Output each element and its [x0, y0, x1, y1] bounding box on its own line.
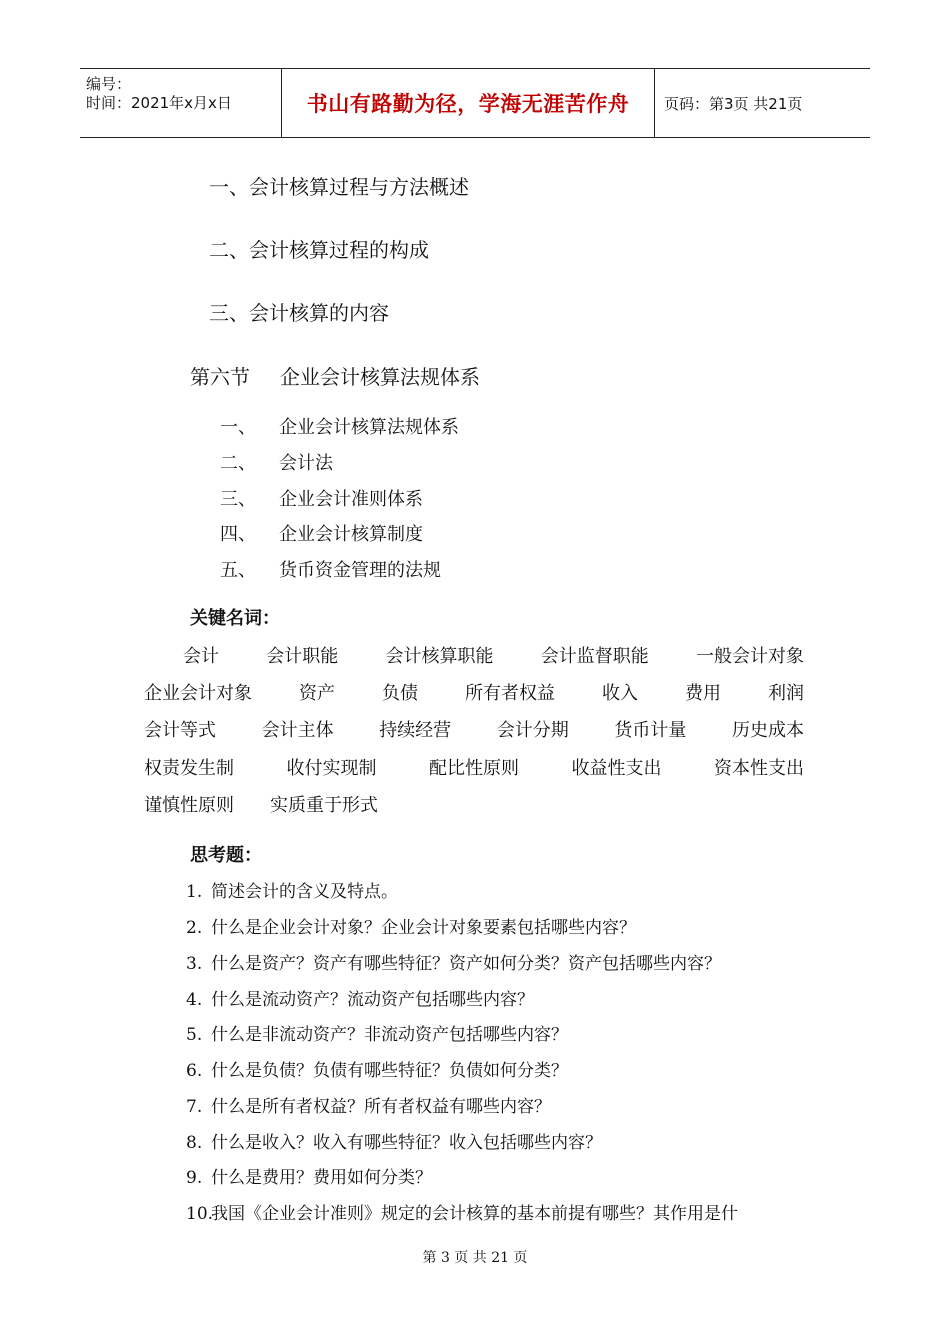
section-heading: 一、会计核算过程与方法概述	[209, 175, 469, 199]
subitem-number: 四、	[220, 524, 256, 545]
keywords-row	[144, 791, 804, 817]
question-text: 什么是资产？资产有哪些特征？资产如何分类？资产包括哪些内容？	[211, 954, 721, 974]
page-footer: 第 3 页 共 21 页	[422, 1250, 528, 1266]
subitem-number: 一、	[220, 417, 256, 438]
time-label: 时间：2021年x月x日	[86, 94, 232, 112]
keyword: 会计核算职能	[385, 646, 494, 667]
question-number: 7.	[186, 1097, 203, 1117]
section-heading: 三、会计核算的内容	[209, 301, 389, 325]
subitem-text: 企业会计核算制度	[279, 524, 423, 545]
keyword: 会计等式	[144, 720, 216, 741]
question-text: 什么是负债？负债有哪些特征？负债如何分类？	[211, 1061, 568, 1081]
question-item	[186, 1128, 602, 1153]
keyword: 会计主体	[261, 720, 334, 741]
keyword: 收付实现制	[286, 758, 377, 779]
keyword: 资本性支出	[714, 758, 804, 779]
chapter-number: 第六节	[190, 365, 250, 389]
question-text: 什么是所有者权益？所有者权益有哪些内容？	[211, 1097, 551, 1117]
question-item	[186, 985, 534, 1010]
keyword: 利润	[768, 683, 804, 704]
code-label: 编号：	[86, 75, 132, 93]
keyword: 负债	[382, 683, 418, 704]
question-item	[186, 949, 721, 974]
keyword: 会计	[183, 646, 219, 667]
header-motto	[281, 69, 655, 137]
question-number: 3.	[186, 954, 203, 974]
page-header	[80, 68, 870, 138]
subitem-text: 企业会计准则体系	[279, 489, 423, 510]
question-text: 什么是非流动资产？非流动资产包括哪些内容？	[211, 1025, 568, 1045]
keyword: 一般会计对象	[696, 646, 804, 667]
keyword: 会计分期	[496, 720, 569, 741]
keyword: 持续经营	[379, 720, 452, 741]
question-text: 我国《企业会计准则》规定的会计核算的基本前提有哪些？其作用是什	[211, 1204, 738, 1224]
keyword: 货币计量	[614, 720, 687, 741]
keyword: 会计监督职能	[540, 646, 649, 667]
header-meta	[80, 69, 281, 137]
subitem-number: 三、	[220, 489, 256, 510]
keywords-row	[144, 679, 804, 705]
keyword: 收益性支出	[571, 758, 662, 779]
page-info-text: 页码：第3页 共21页	[664, 94, 803, 113]
question-text: 简述会计的含义及特点。	[211, 882, 398, 902]
keyword: 历史成本	[731, 720, 804, 741]
keyword: 会计职能	[266, 646, 339, 667]
keyword: 权责发生制	[144, 758, 234, 779]
question-number: 9.	[186, 1168, 203, 1188]
question-number: 5.	[186, 1025, 203, 1045]
question-item	[186, 1056, 568, 1081]
keywords-row	[144, 716, 804, 742]
keyword: 实质重于形式	[270, 795, 378, 816]
question-number: 4.	[186, 990, 203, 1010]
questions-title: 思考题：	[190, 845, 262, 866]
question-item	[186, 1163, 432, 1188]
chapter-title: 企业会计核算法规体系	[280, 365, 480, 389]
question-item	[186, 1092, 551, 1117]
keywords-row	[144, 754, 804, 780]
question-text: 什么是费用？费用如何分类？	[211, 1168, 432, 1188]
question-number: 10.	[186, 1204, 214, 1224]
header-page-info	[654, 69, 870, 137]
question-item	[186, 1199, 738, 1224]
keyword: 谨慎性原则	[144, 795, 234, 816]
section-heading: 二、会计核算过程的构成	[209, 238, 429, 262]
question-number: 1.	[186, 882, 203, 902]
subitem-text: 企业会计核算法规体系	[279, 417, 459, 438]
keywords-title: 关键名词：	[190, 608, 280, 629]
question-text: 什么是流动资产？流动资产包括哪些内容？	[211, 990, 534, 1010]
subitem-text: 货币资金管理的法规	[279, 560, 441, 581]
keyword: 费用	[685, 683, 721, 704]
question-item	[186, 1020, 568, 1045]
motto-text: 书山有路勤为径，学海无涯苦作舟	[306, 92, 630, 116]
keyword: 所有者权益	[465, 683, 555, 704]
keywords-row	[183, 642, 804, 668]
keyword: 企业会计对象	[144, 683, 252, 704]
question-text: 什么是收入？收入有哪些特征？收入包括哪些内容？	[211, 1133, 602, 1153]
question-item	[186, 877, 398, 902]
keyword: 收入	[602, 683, 638, 704]
question-number: 8.	[186, 1133, 203, 1153]
keyword: 资产	[299, 683, 335, 704]
subitem-number: 五、	[220, 560, 256, 581]
subitem-text: 会计法	[279, 453, 333, 474]
question-number: 6.	[186, 1061, 203, 1081]
keyword: 配比性原则	[429, 758, 519, 779]
question-text: 什么是企业会计对象？企业会计对象要素包括哪些内容？	[211, 918, 636, 938]
question-item	[186, 913, 636, 938]
subitem-number: 二、	[220, 453, 256, 474]
question-number: 2.	[186, 918, 203, 938]
